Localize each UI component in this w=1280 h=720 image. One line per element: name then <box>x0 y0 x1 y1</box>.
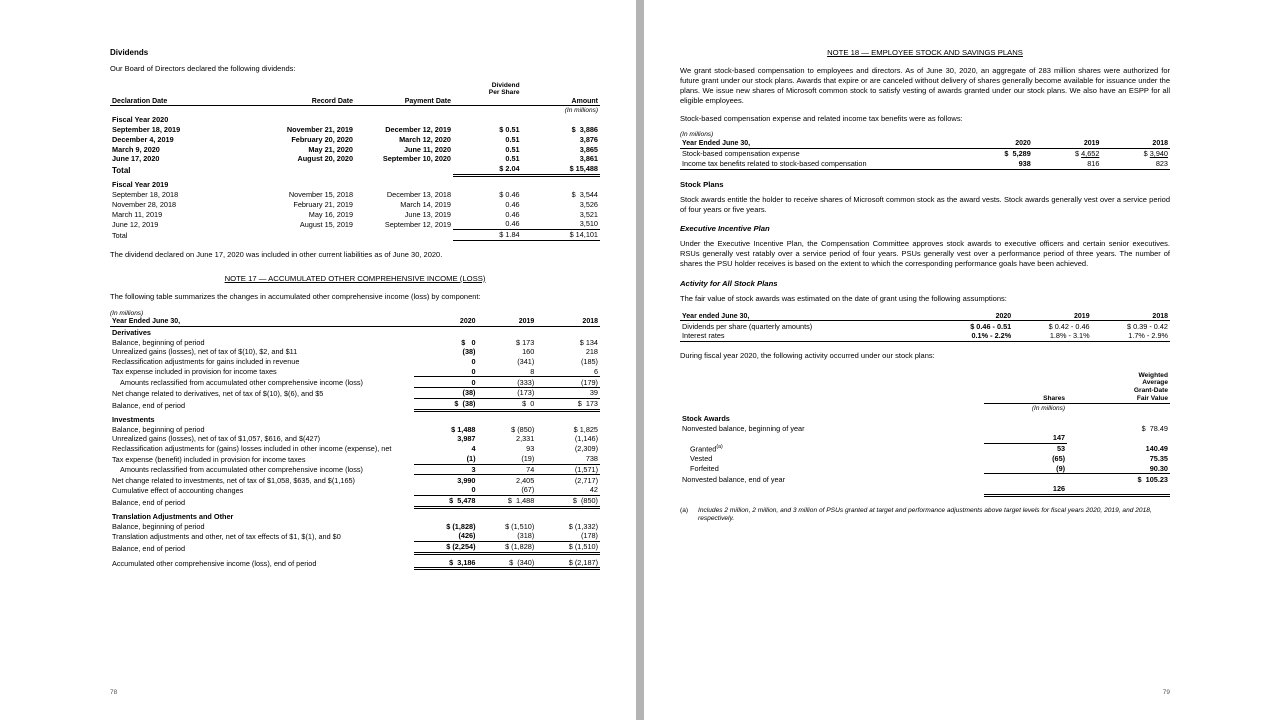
footnote-text-a: Includes 2 million, 2 million, and 3 million of PSUs granted at target and performance adjustments above target levels for fiscal years 2020, 2019, and 2018, respectively. <box>698 506 1152 523</box>
page-number-left: 78 <box>110 689 118 696</box>
note17-section-translation: Translation Adjustments and Other <box>112 511 234 521</box>
col-2019: 2019 <box>1033 139 1102 148</box>
stock-plans-heading: Stock Plans <box>680 179 724 189</box>
table-row: Vested (65) 75.35 <box>690 453 1168 463</box>
table-row: Net change related to investments, net of tax of $1,058, $635, and $(1,165) 3,990 2,405 (2,717) <box>112 475 598 485</box>
dividends-header-row <box>110 97 600 106</box>
note17-header-row <box>110 318 600 327</box>
note17-section-derivatives: Derivatives <box>112 327 151 337</box>
table-row: Reclassification adjustments for gains included in revenue 0 (341) (185) <box>112 357 598 367</box>
col-payment-date: Payment Date <box>355 97 453 106</box>
table-row: Amounts reclassified from accumulated other comprehensive income (loss) 3 74 (1,571) <box>120 464 598 475</box>
col-2019: 2019 <box>1013 312 1091 321</box>
col-2020: 2020 <box>964 139 1033 148</box>
page-gutter <box>636 0 644 720</box>
stock-awards-units-row: (In millions) <box>1031 405 1066 413</box>
right-page <box>644 0 1280 720</box>
note18-para2: Stock-based compensation expense and related income tax benefits were as follows: <box>680 113 963 123</box>
note17-units: (In millions) <box>110 309 144 317</box>
table-row: 147 <box>680 433 1170 443</box>
col-amount: Amount <box>522 97 600 106</box>
stock-awards-header-row: Shares Weighted Average Grant-Date Fair Value <box>1043 371 1168 403</box>
note17-title: NOTE 17 — ACCUMULATED OTHER COMPREHENSIVE INCOME (LOSS) <box>224 273 486 283</box>
stock-awards-footnote <box>680 507 1170 524</box>
dividends-intro: Our Board of Directors declared the following dividends: <box>110 64 296 73</box>
assumptions-header-row <box>680 312 1170 321</box>
note17-table <box>110 318 600 571</box>
stock-plans-text: Stock awards entitle the holder to receive shares of Microsoft common stock as the award vests. Stock awards generally vest over a service period of four years or five years. <box>680 194 1170 214</box>
stock-comp-header-row <box>680 139 1170 148</box>
table-row: Tax expense included in provision for income taxes 0 8 6 <box>112 366 598 377</box>
table-row: Unrealized gains (losses), net of tax of $1,057, $616, and $(427) 3,987 2,331 (1,146) <box>112 434 598 444</box>
col-year-ended: Year ended June 30, <box>680 312 935 321</box>
col-record-date: Record Date <box>257 97 355 106</box>
table-row: Balance, beginning of period $ 0 $ 173 $ 134 <box>112 337 598 347</box>
table-row: Dividends per share (quarterly amounts) $ 0.46 - 0.51 $ 0.42 - 0.46 $ 0.39 - 0.42 <box>682 321 1168 331</box>
table-row: March 9, 2020 May 21, 2020 June 11, 2020 0.51 3,865 <box>112 144 598 154</box>
table-row: Income tax benefits related to stock-based compensation 938 816 823 <box>682 158 1168 168</box>
table-row: March 11, 2019 May 16, 2019 June 13, 2019 0.46 3,521 <box>112 209 598 219</box>
col-2018: 2018 <box>1101 139 1170 148</box>
footnote-marker-a: (a) <box>716 443 723 450</box>
fy2020-label-row <box>110 114 600 124</box>
table-row: September 18, 2018 November 15, 2018 December 13, 2018 $ 0.46 $ 3,544 <box>112 190 598 200</box>
assumptions-table <box>680 312 1170 341</box>
table-row: Balance, end of period $ 5,478 $ 1,488 $ (850) <box>112 496 598 507</box>
note17-intro: The following table summarizes the changes in accumulated other comprehensive income (loss) by component: <box>110 291 481 301</box>
note18-units: (In millions) <box>680 131 714 139</box>
table-row: Forfeited (9) 90.30 <box>690 463 1168 474</box>
col-declaration-date: Declaration Date <box>110 97 257 106</box>
executive-incentive-text: Under the Executive Incentive Plan, the Compensation Committee approves stock awards to executive officers and certain senior executives. RSUs generally vest ratably over a service period of four years. PSUs generally vest over a performance period of three years. The number of shares the PSU holder receives is based on the extent to which the corresponding performance goals have been achieved. <box>680 239 1170 269</box>
stock-awards-table <box>680 371 1170 497</box>
dividends-inmillions-row <box>110 106 600 115</box>
table-row: Interest rates 0.1% - 2.2% 1.8% - 3.1% 1.7% - 2.9% <box>682 331 1168 341</box>
col-shares: Shares <box>1043 395 1066 403</box>
table-row: Tax expense (benefit) included in provision for income taxes (1) (19) 738 <box>112 454 598 464</box>
table-row: December 4, 2019 February 20, 2020 March 12, 2020 0.51 3,876 <box>112 134 598 144</box>
left-page <box>0 0 636 720</box>
table-row: Stock-based compensation expense $ 5,289 $ 4,652 $ 3,940 <box>682 149 1168 159</box>
footnote-label-a: (a) <box>680 506 689 514</box>
fy2019-label: Fiscal Year 2019 <box>112 180 169 190</box>
col-2018: 2018 <box>536 318 600 327</box>
activity-during-text: During fiscal year 2020, the following activity occurred under our stock plans: <box>680 351 935 361</box>
table-row: Reclassification adjustments for (gains) losses included in other income (expense), net 4 93 (2,309) <box>112 444 598 454</box>
fy2019-label-row <box>110 179 600 189</box>
stock-awards-section-label: Stock Awards <box>682 413 730 423</box>
dividends-table <box>110 82 600 241</box>
table-row: 126 <box>680 484 1170 495</box>
table-row: June 12, 2019 August 15, 2019 September 12, 2019 0.46 3,510 <box>112 219 598 229</box>
table-row: Balance, beginning of period $ 1,488 $ (850) $ 1,825 <box>112 424 598 434</box>
activity-heading: Activity for All Stock Plans <box>680 279 778 289</box>
dividends-units-row: Dividend Per Share <box>488 82 520 97</box>
col-dividend-per-share <box>453 97 522 106</box>
table-row: Balance, end of period $ (2,254) $ (1,828) $ (1,510) <box>112 542 598 553</box>
note18-title: NOTE 18 — EMPLOYEE STOCK AND SAVINGS PLANS <box>827 48 1023 57</box>
table-row: Nonvested balance, beginning of year $ 78.49 <box>682 423 1168 433</box>
table-row: Balance, end of period $ (38) $ 0 $ 173 <box>112 399 598 410</box>
table-row: Unrealized gains (losses), net of tax of $(10), $2, and $11 (38) 160 218 <box>112 347 598 357</box>
fy2020-label: Fiscal Year 2020 <box>112 115 169 125</box>
col-2018: 2018 <box>1092 312 1170 321</box>
table-row: Balance, beginning of period $ (1,828) $ (1,510) $ (1,332) <box>112 521 598 531</box>
note17-section-investments: Investments <box>112 414 155 424</box>
col-year-ended: Year Ended June 30, <box>680 139 964 148</box>
col-2020: 2020 <box>935 312 1013 321</box>
fy2020-total-row: Total $ 2.04 $ 15,488 <box>112 164 598 175</box>
note17-total-row: Accumulated other comprehensive income (loss), end of period $ 3,186 $ (340) $ (2,187) <box>112 557 598 569</box>
table-row: Cumulative effect of accounting changes 0 (67) 42 <box>112 485 598 495</box>
col-2020: 2020 <box>414 318 478 327</box>
dividends-closing-note: The dividend declared on June 17, 2020 was included in other current liabilities as of June 30, 2020. <box>110 249 443 259</box>
stock-comp-table <box>680 139 1170 168</box>
dividends-heading: Dividends <box>110 48 149 57</box>
page-number-right: 79 <box>1162 689 1170 696</box>
table-row: Nonvested balance, end of year $ 105.23 <box>682 474 1168 484</box>
table-row: September 18, 2019 November 21, 2019 December 12, 2019 $ 0.51 $ 3,886 <box>112 125 598 135</box>
table-row: June 17, 2020 August 20, 2020 September 10, 2020 0.51 3,861 <box>112 154 598 164</box>
col-year-ended: Year Ended June 30, <box>110 318 414 327</box>
table-row: Net change related to derivatives, net of tax of $(10), $(6), and $5 (38) (173) 39 <box>112 388 598 398</box>
col-2019: 2019 <box>478 318 537 327</box>
table-row: Translation adjustments and other, net of tax effects of $1, $(1), and $0 (426) (318) (178) <box>112 531 598 541</box>
table-row: Amounts reclassified from accumulated other comprehensive income (loss) 0 (333) (179) <box>120 377 598 388</box>
table-row: Granted$^{(a)}$ 53 140.49 <box>690 443 1168 454</box>
executive-incentive-heading: Executive Incentive Plan <box>680 224 770 234</box>
note18-para1: We grant stock-based compensation to employees and directors. As of June 30, 2020, an aggregate of 283 million shares were authorized for future grant under our stock plans. Awards that expire or are canceled without delivery of shares generally become available for issuance under the plans. We issue new shares of Microsoft common stock to satisfy vesting of awards granted under our stock plans. We also have an ESPP for all eligible employees. <box>680 66 1170 105</box>
fy2019-total-row: Total $ 1.84 $ 14,101 <box>112 230 598 240</box>
activity-intro: The fair value of stock awards was estimated on the date of grant using the following assumptions: <box>680 294 1007 304</box>
table-row: November 28, 2018 February 21, 2019 March 14, 2019 0.46 3,526 <box>112 199 598 209</box>
dividends-units: (In millions) <box>564 106 598 114</box>
